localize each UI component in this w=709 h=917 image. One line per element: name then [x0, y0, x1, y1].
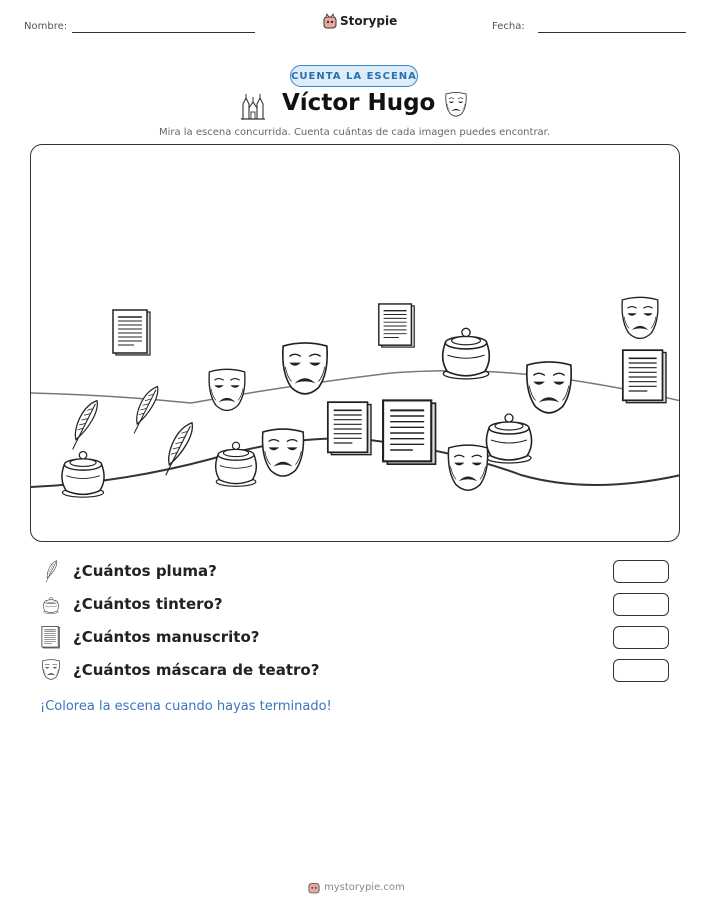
question-text: ¿Cuántos tintero? — [73, 595, 223, 613]
question-text: ¿Cuántos manuscrito? — [73, 628, 260, 646]
storypie-mascot-icon — [323, 13, 337, 29]
manuscript-icon — [623, 350, 666, 403]
page-title: Víctor Hugo — [282, 90, 436, 116]
theater-mask-title-icon — [444, 92, 468, 119]
theater-mask-icon — [209, 369, 245, 410]
answer-box[interactable] — [613, 593, 669, 616]
coloring-note: ¡Colorea la escena cuando hayas terminado! — [40, 699, 332, 714]
answer-box[interactable] — [613, 659, 669, 682]
inkpot-icon — [62, 451, 104, 497]
site-footer — [308, 880, 405, 894]
counting-scene — [30, 144, 680, 542]
theater-mask-icon — [40, 659, 62, 683]
inkpot-icon — [443, 328, 490, 379]
answer-box[interactable] — [613, 626, 669, 649]
theater-mask-icon — [527, 362, 571, 413]
manuscript-icon — [383, 400, 435, 464]
question-text: ¿Cuántos máscara de teatro? — [73, 661, 320, 679]
brand-name: Storypie — [340, 14, 398, 28]
theater-mask-icon — [622, 297, 658, 338]
feather-icon — [73, 401, 98, 450]
storypie-logo — [323, 13, 397, 29]
cathedral-icon — [240, 92, 266, 120]
manuscript-icon — [113, 310, 150, 355]
date-label: Fecha: — [492, 21, 525, 32]
activity-badge: CUENTA LA ESCENA — [290, 65, 418, 87]
manuscript-icon — [40, 626, 62, 650]
name-line[interactable] — [72, 32, 255, 33]
date-line[interactable] — [538, 32, 686, 33]
answer-box[interactable] — [613, 560, 669, 583]
question-text: ¿Cuántos pluma? — [73, 562, 217, 580]
manuscript-icon — [379, 304, 414, 347]
instructions: Mira la escena concurrida. Cuenta cuántas de cada imagen puedes encontrar. — [158, 127, 551, 138]
feather-icon — [40, 560, 62, 584]
storypie-mascot-icon — [308, 880, 320, 894]
scene-illustration — [31, 145, 680, 542]
feather-icon — [134, 387, 158, 434]
inkpot-icon — [40, 593, 62, 617]
manuscript-icon — [328, 402, 371, 455]
name-label: Nombre: — [24, 21, 68, 32]
site-url: mystorypie.com — [324, 881, 405, 893]
theater-mask-icon — [263, 429, 304, 476]
theater-mask-icon — [448, 445, 487, 490]
inkpot-icon — [486, 414, 531, 463]
